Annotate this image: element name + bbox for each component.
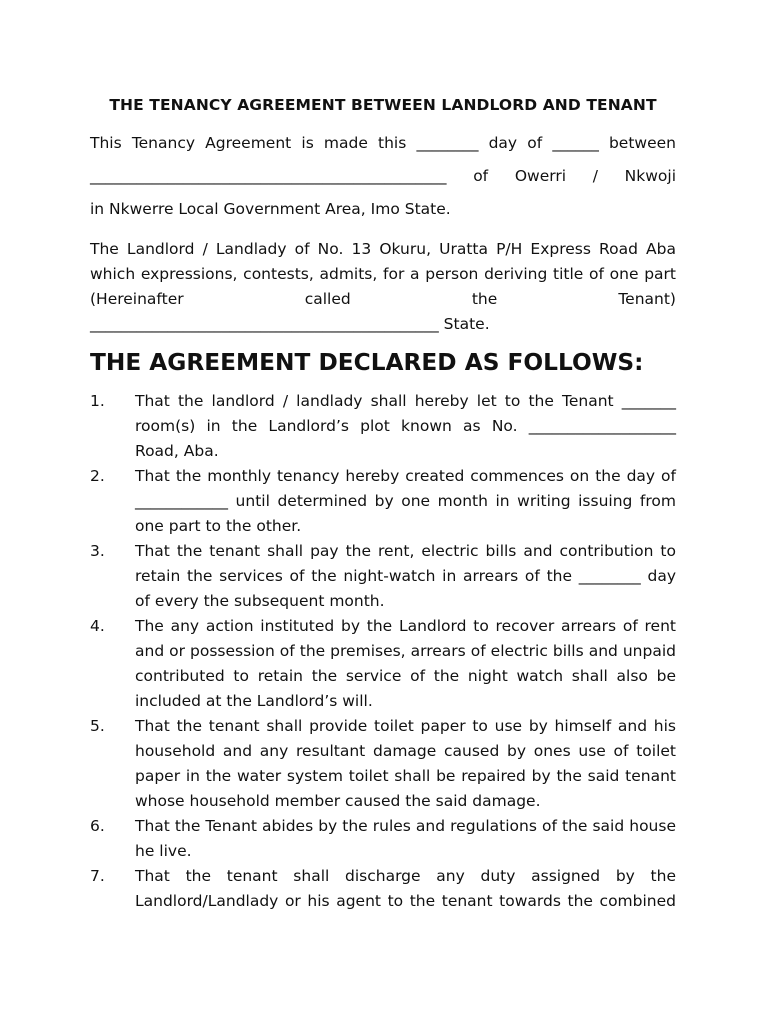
hereinafter-word-2: called xyxy=(304,290,351,308)
document-title: THE TENANCY AGREEMENT BETWEEN LANDLORD AND TENANT xyxy=(109,96,657,114)
document-page xyxy=(90,84,676,914)
clause-item xyxy=(90,864,676,914)
clause-line: and or possession of the premises, arrears of electric bills and unpaid xyxy=(135,642,676,660)
clause-line: Landlord/Landlady or his agent to the tenant towards the combined xyxy=(135,892,676,910)
landlord-line-2: which expressions, contests, admits, for a person deriving title of one part xyxy=(90,265,676,283)
clause-text xyxy=(135,714,676,814)
landlord-line-4: _____________________________________________ State. xyxy=(90,315,490,333)
intro-paragraph xyxy=(90,131,676,222)
clause-text xyxy=(135,864,676,914)
clause-line: The any action instituted by the Landlord to recover arrears of rent xyxy=(135,617,676,635)
clause-number: 5. xyxy=(90,717,105,735)
clause-item xyxy=(90,464,676,539)
intro-line-1: This Tenancy Agreement is made this ________ day of ______ between xyxy=(90,134,676,152)
landlord-line-3 xyxy=(90,287,676,312)
landlord-line-1: The Landlord / Landlady of No. 13 Okuru, Uratta P/H Express Road Aba xyxy=(90,240,676,258)
clause-line: paper in the water system toilet shall be repaired by the said tenant xyxy=(135,767,676,785)
clause-line: Road, Aba. xyxy=(135,442,219,460)
clause-text xyxy=(135,464,676,539)
clause-item xyxy=(90,614,676,714)
clause-line: of every the subsequent month. xyxy=(135,592,385,610)
hereinafter-word-1: (Hereinafter xyxy=(90,290,184,308)
clause-item xyxy=(90,539,676,614)
clause-number: 6. xyxy=(90,817,105,835)
hereinafter-word-4: Tenant) xyxy=(618,290,676,308)
clause-number: 7. xyxy=(90,867,105,885)
clause-item xyxy=(90,389,676,464)
clause-line: ____________ until determined by one month in writing issuing from xyxy=(135,492,676,510)
clause-number: 2. xyxy=(90,467,105,485)
clause-line: That the monthly tenancy hereby created commences on the day of xyxy=(135,467,676,485)
clause-line: That the tenant shall pay the rent, electric bills and contribution to xyxy=(135,542,676,560)
clause-item xyxy=(90,814,676,864)
clause-list xyxy=(90,389,676,914)
section-heading: THE AGREEMENT DECLARED AS FOLLOWS: xyxy=(90,349,644,376)
clause-text xyxy=(135,614,676,714)
landlord-paragraph xyxy=(90,237,676,337)
clause-line: included at the Landlord’s will. xyxy=(135,692,373,710)
clause-number: 1. xyxy=(90,392,105,410)
intro-line-3: in Nkwerre Local Government Area, Imo State. xyxy=(90,200,451,218)
clause-line: That the tenant shall provide toilet paper to use by himself and his xyxy=(135,717,676,735)
clause-item xyxy=(90,714,676,814)
clause-line: room(s) in the Landlord’s plot known as No. ___________________ xyxy=(135,417,676,435)
clause-line: whose household member caused the said damage. xyxy=(135,792,541,810)
clause-line: That the tenant shall discharge any duty assigned by the xyxy=(135,867,676,885)
clause-text xyxy=(135,814,676,864)
clause-line: household and any resultant damage caused by ones use of toilet xyxy=(135,742,676,760)
clause-number: 3. xyxy=(90,542,105,560)
clause-line: one part to the other. xyxy=(135,517,302,535)
clause-line: retain the services of the night-watch in arrears of the ________ day xyxy=(135,567,676,585)
intro-line-2: ______________________________________________ of Owerri / Nkwoji xyxy=(90,167,676,185)
clause-text xyxy=(135,389,676,464)
hereinafter-word-3: the xyxy=(471,290,498,308)
clause-line: contributed to retain the service of the night watch shall also be xyxy=(135,667,676,685)
clause-line: That the Tenant abides by the rules and regulations of the said house xyxy=(135,817,676,835)
clause-number: 4. xyxy=(90,617,105,635)
clause-text xyxy=(135,539,676,614)
clause-line: he live. xyxy=(135,842,192,860)
clause-line: That the landlord / landlady shall hereby let to the Tenant _______ xyxy=(135,392,676,410)
